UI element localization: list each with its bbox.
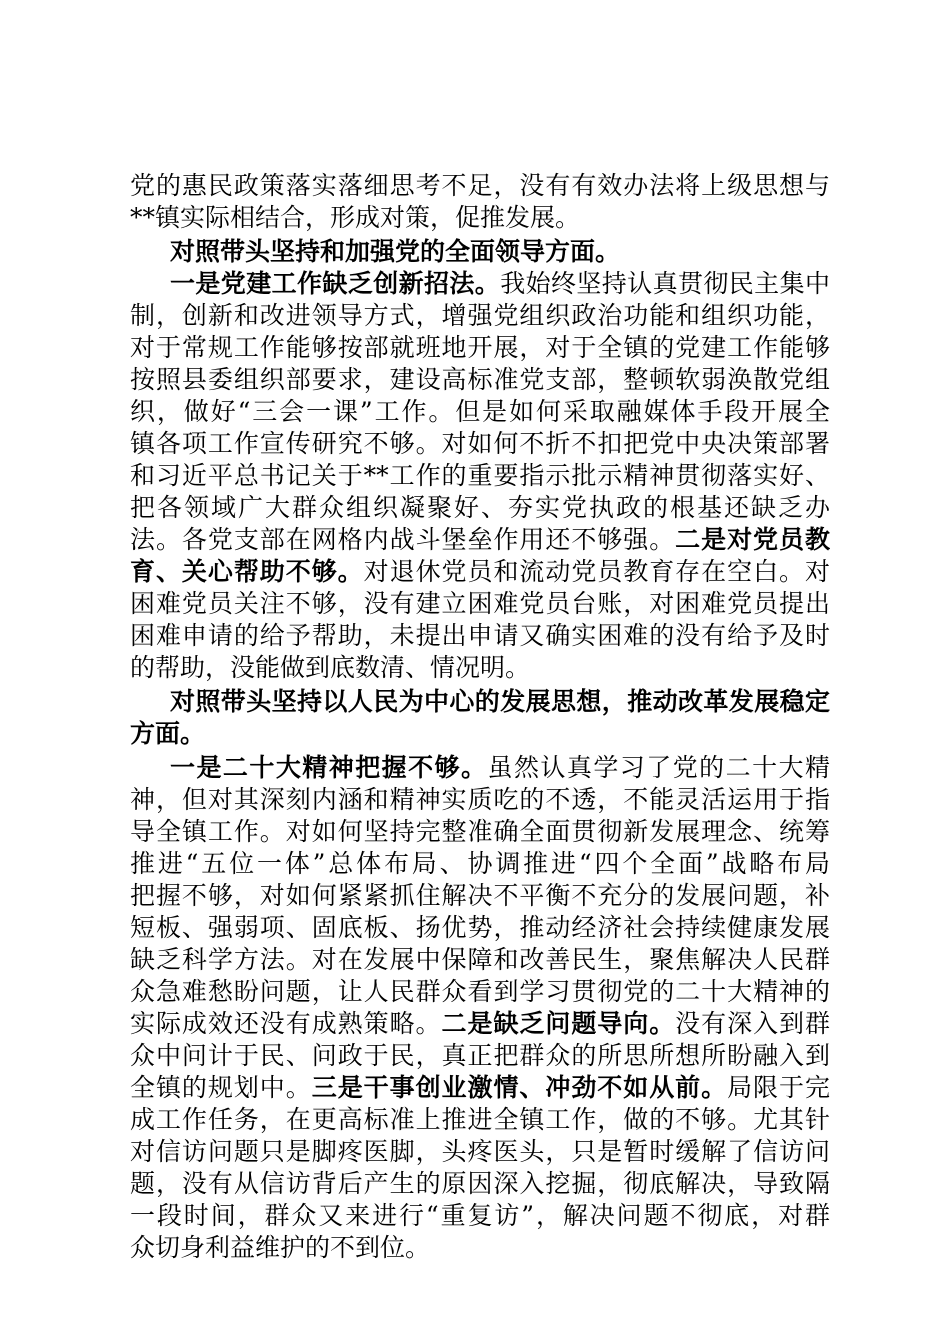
text-segment: 成工作任务，在更高标准上推进全镇工作，做的不够。尤其针 <box>130 1105 830 1134</box>
text-line <box>130 652 830 684</box>
bold-text-segment: 一是二十大精神把握不够。 <box>170 753 488 782</box>
text-line <box>130 332 830 364</box>
text-line <box>130 1232 830 1264</box>
text-segment: 缺乏科学方法。对在发展中保障和改善民生，聚焦解决人民群 <box>130 945 830 974</box>
text-segment: 按照县委组织部要求，建设高标准党支部，整顿软弱涣散党组 <box>130 365 830 394</box>
text-line <box>130 784 830 816</box>
text-segment: 困难申请的给予帮助，未提出申请又确实困难的没有给予及时 <box>130 621 830 650</box>
text-segment: 虽然认真学习了党的二十大精 <box>487 753 830 782</box>
text-line <box>130 588 830 620</box>
text-segment: 局限于完 <box>727 1073 830 1102</box>
text-line <box>170 268 830 300</box>
text-segment: 的帮助，没能做到底数清、情况明。 <box>130 653 531 682</box>
text-line <box>130 1136 830 1168</box>
text-line <box>130 556 830 588</box>
text-line <box>130 880 830 912</box>
text-line <box>130 1072 830 1104</box>
text-line <box>130 460 830 492</box>
text-segment: 导全镇工作。对如何坚持完整准确全面贯彻新发展理念、统筹 <box>130 817 830 846</box>
bold-text-segment: 二是缺乏问题导向。 <box>441 1009 676 1038</box>
text-segment: 困难党员关注不够，没有建立困难党员台账，对困难党员提出 <box>130 589 830 618</box>
bold-text-segment: 方面。 <box>130 719 206 748</box>
text-line <box>130 1200 830 1232</box>
text-line <box>130 1104 830 1136</box>
text-segment: 全镇的规划中。 <box>130 1073 312 1102</box>
text-line <box>170 236 830 268</box>
text-segment: 法。各党支部在网格内战斗堡垒作用还不够强。 <box>130 525 676 554</box>
text-line <box>130 944 830 976</box>
bold-text-segment: 对照带头坚持和加强党的全面领导方面。 <box>170 237 621 266</box>
text-line <box>130 816 830 848</box>
text-line <box>130 976 830 1008</box>
text-segment: 没有深入到群 <box>675 1009 830 1038</box>
text-segment: 对于常规工作能够按部就班地开展，对于全镇的党建工作能够 <box>130 333 830 362</box>
bold-text-segment: 一是党建工作缺乏创新招法。 <box>170 269 501 298</box>
text-segment: 和习近平总书记关于**工作的重要指示批示精神贯彻落实好、 <box>130 461 830 490</box>
text-line <box>130 912 830 944</box>
text-line <box>170 686 830 718</box>
text-segment: 推进“五位一体”总体布局、协调推进“四个全面”战略布局 <box>130 849 830 878</box>
text-segment: **镇实际相结合，形成对策，促推发展。 <box>130 203 581 232</box>
text-segment: 对退休党员和流动党员教育存在空白。对 <box>363 557 830 586</box>
text-segment: 织，做好“三会一课”工作。但是如何采取融媒体手段开展全 <box>130 397 830 426</box>
text-segment: 实际成效还没有成熟策略。 <box>130 1009 442 1038</box>
text-line <box>130 718 830 750</box>
text-line <box>130 1008 830 1040</box>
text-segment: 镇各项工作宣传研究不够。对如何不折不扣把党中央决策部署 <box>130 429 830 458</box>
bold-text-segment: 对照带头坚持以人民为中心的发展思想，推动改革发展稳定 <box>170 687 830 716</box>
bold-text-segment: 育、关心帮助不够。 <box>130 557 364 586</box>
text-line <box>130 364 830 396</box>
text-line <box>130 202 830 234</box>
text-segment: 众急难愁盼问题，让人民群众看到学习贯彻党的二十大精神的 <box>130 977 830 1006</box>
text-segment: 众中问计于民、问政于民，真正把群众的所思所想所盼融入到 <box>130 1041 830 1070</box>
bold-text-segment: 二是对党员教 <box>675 525 830 554</box>
text-segment: 党的惠民政策落实落细思考不足，没有有效办法将上级思想与 <box>130 171 830 200</box>
text-line <box>130 620 830 652</box>
text-segment: 对信访问题只是脚疼医脚，头疼医头，只是暂时缓解了信访问 <box>130 1137 830 1166</box>
bold-text-segment: 三是干事创业激情、冲劲不如从前。 <box>311 1073 728 1102</box>
text-segment: 制，创新和改进领导方式，增强党组织政治功能和组织功能， <box>130 301 830 330</box>
text-line <box>130 492 830 524</box>
text-line <box>130 428 830 460</box>
text-line <box>130 848 830 880</box>
text-line <box>130 300 830 332</box>
text-line <box>130 1040 830 1072</box>
text-segment: 一段时间，群众又来进行“重复访”，解决问题不彻底，对群 <box>130 1201 830 1230</box>
text-segment: 神，但对其深刻内涵和精神实质吃的不透，不能灵活运用于指 <box>130 785 830 814</box>
text-segment: 把握不够，对如何紧紧抓住解决不平衡不充分的发展问题，补 <box>130 881 830 910</box>
text-segment: 题，没有从信访背后产生的原因深入挖掘，彻底解决，导致隔 <box>130 1169 830 1198</box>
text-segment: 我始终坚持认真贯彻民主集中 <box>500 269 830 298</box>
text-segment: 众切身利益维护的不到位。 <box>130 1233 431 1262</box>
text-line <box>130 1168 830 1200</box>
text-line <box>130 396 830 428</box>
text-line <box>130 170 830 202</box>
text-segment: 短板、强弱项、固底板、扬优势，推动经济社会持续健康发展 <box>130 913 830 942</box>
text-line <box>130 524 830 556</box>
text-segment: 把各领域广大群众组织凝聚好、夯实党执政的根基还缺乏办 <box>130 493 830 522</box>
text-line <box>170 752 830 784</box>
